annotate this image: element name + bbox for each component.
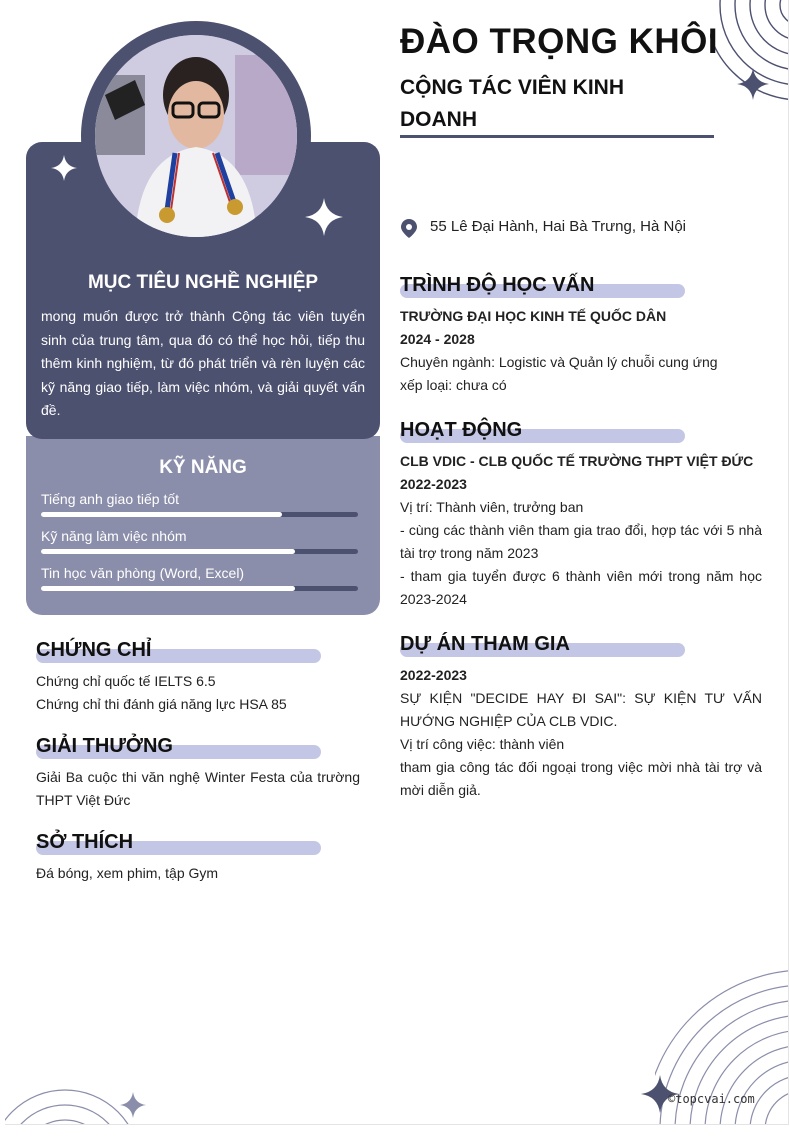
- skill-label: Kỹ năng làm việc nhóm: [41, 528, 187, 544]
- skill-bar: [41, 512, 358, 517]
- skill-bar-fill: [41, 512, 282, 517]
- sparkle-icon: [51, 155, 77, 181]
- skill-bar-fill: [41, 586, 295, 591]
- skill-label: Tin học văn phòng (Word, Excel): [41, 565, 245, 581]
- project-position: Vị trí công việc: thành viên: [400, 736, 565, 752]
- sparkle-icon: [120, 1092, 146, 1118]
- skills-title: KỸ NĂNG: [159, 457, 247, 478]
- candidate-role: CỘNG TÁC VIÊN KINH DOANH: [400, 76, 625, 131]
- skill-bar-fill: [41, 549, 295, 554]
- education-heading: TRÌNH ĐỘ HỌC VẤN: [400, 274, 594, 297]
- education-period: 2024 - 2028: [400, 331, 475, 347]
- objective-text: mong muốn được trở thành Cộng tác viên tuyển sinh của trung tâm, qua đó có thể học hỏi, tiếp thu thêm kinh nghiệm, từ đó phát triển và rèn luyện các kỹ năng giao tiếp, làm việc nhóm, và giải quyết vấn đề.: [41, 308, 365, 418]
- name-divider: [400, 135, 714, 138]
- cv-page: [5, 0, 789, 1125]
- project-event: SỰ KIỆN "DECIDE HAY ĐI SAI": SỰ KIỆN TƯ VẤN HƯỚNG NGHIỆP CỦA CLB VDIC.: [400, 690, 762, 729]
- sparkle-icon: [737, 68, 769, 100]
- sparkle-icon: [305, 198, 343, 236]
- awards-heading: GIẢI THƯỞNG: [36, 735, 173, 758]
- activity-detail: - tham gia tuyển được 6 thành viên mới trong năm học 2023-2024: [400, 568, 762, 607]
- education-school: TRƯỜNG ĐẠI HỌC KINH TẾ QUỐC DÂN: [400, 308, 667, 324]
- hobbies-heading: SỞ THÍCH: [36, 831, 133, 854]
- skill-bar: [41, 549, 358, 554]
- skill-bar: [41, 586, 358, 591]
- certificate-item: Chứng chỉ quốc tế IELTS 6.5: [36, 673, 216, 689]
- objective-title: MỤC TIÊU NGHỀ NGHIỆP: [87, 272, 319, 293]
- education-major: Chuyên ngành: Logistic và Quản lý chuỗi cung ứng: [400, 354, 718, 370]
- activity-period: 2022-2023: [400, 476, 467, 492]
- certificates-heading: CHỨNG CHỈ: [36, 639, 151, 662]
- activity-detail: - cùng các thành viên tham gia trao đổi, hợp tác với 5 nhà tài trợ trong năm 2023: [400, 522, 762, 561]
- activity-org: CLB VDIC - CLB QUỐC TẾ TRƯỜNG THPT VIỆT ĐỨC: [400, 453, 754, 469]
- project-description: tham gia công tác đối ngoại trong việc mời nhà tài trợ và mời diễn giả.: [400, 759, 762, 798]
- avatar: [95, 35, 297, 237]
- awards-text: Giải Ba cuộc thi văn nghệ Winter Festa của trường THPT Việt Đức: [36, 769, 360, 808]
- project-period: 2022-2023: [400, 667, 467, 683]
- watermark: ©topcvai.com: [668, 1092, 755, 1106]
- skill-label: Tiếng anh giao tiếp tốt: [41, 491, 180, 507]
- address: 55 Lê Đại Hành, Hai Bà Trưng, Hà Nội: [430, 218, 687, 235]
- activities-heading: HOẠT ĐỘNG: [400, 419, 522, 442]
- hobbies-text: Đá bóng, xem phim, tập Gym: [36, 865, 219, 881]
- education-grade: xếp loại: chưa có: [400, 377, 507, 393]
- activity-position: Vị trí: Thành viên, trưởng ban: [400, 499, 584, 515]
- certificate-item: Chứng chỉ thi đánh giá năng lực HSA 85: [36, 696, 287, 712]
- location-pin-icon: [400, 219, 418, 239]
- candidate-name: ĐÀO TRỌNG KHÔI: [400, 22, 719, 61]
- projects-heading: DỰ ÁN THAM GIA: [400, 633, 570, 656]
